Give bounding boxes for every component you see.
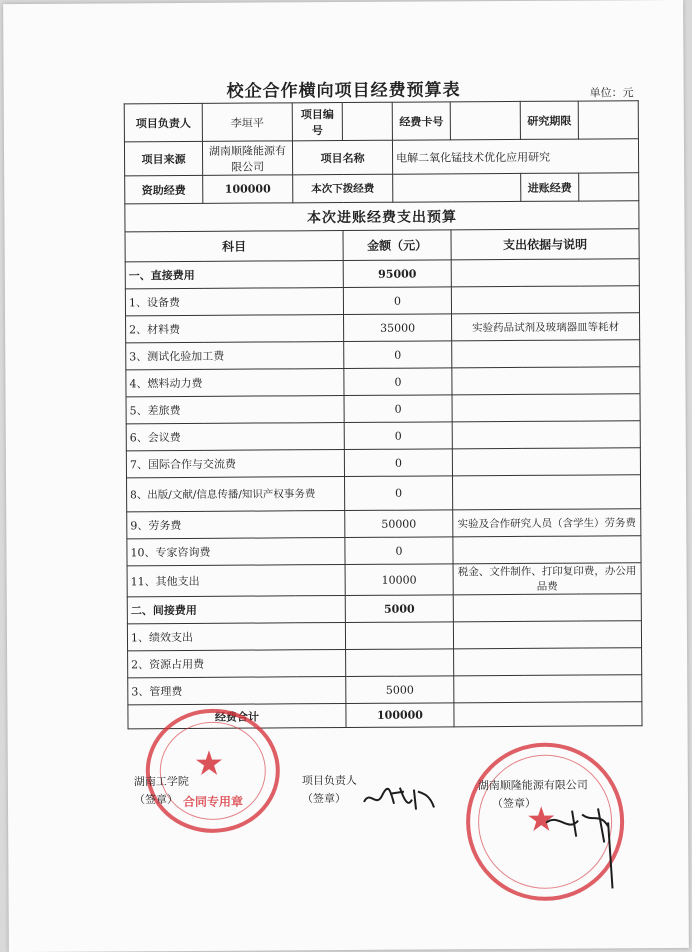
total-label: 经费合计 <box>128 704 346 729</box>
company-handwritten-signature <box>538 792 629 893</box>
school-sign: （签章） <box>133 793 179 807</box>
project-no-label: 项目编号 <box>292 103 342 141</box>
card-value <box>450 101 520 139</box>
leader-label: 项目负责人 <box>124 103 202 141</box>
budget-basis <box>452 421 640 449</box>
company-label: 湖南顺隆能源有限公司 <box>477 778 588 793</box>
budget-basis <box>452 394 640 422</box>
arrival-label: 进账经费 <box>521 173 579 201</box>
budget-row <box>127 621 641 651</box>
period-value <box>578 101 638 139</box>
section-title: 本次进账经费支出预算 <box>125 201 639 232</box>
budget-amount <box>346 649 454 677</box>
section-title-row <box>125 201 639 232</box>
school-signature-block <box>134 773 189 809</box>
budget-amount: 0 <box>343 287 451 315</box>
budget-basis <box>452 340 640 368</box>
fund-label: 资助经费 <box>125 175 203 203</box>
header-row-1 <box>124 101 638 142</box>
budget-amount: 0 <box>344 449 452 477</box>
budget-amount: 95000 <box>343 260 451 288</box>
fund-value: 100000 <box>203 175 293 204</box>
budget-basis <box>452 367 640 395</box>
budget-amount: 0 <box>345 537 453 565</box>
budget-amount: 50000 <box>345 510 453 538</box>
school-seal: ★ 合同专用章 <box>145 708 280 833</box>
leader-value: 李垣平 <box>202 103 292 142</box>
budget-subject: 11、其他支出 <box>127 565 345 597</box>
budget-row <box>126 367 640 397</box>
allocated-label: 本次下拨经费 <box>293 174 393 203</box>
budget-subject: 3、测试化验加工费 <box>126 342 344 370</box>
budget-row <box>128 675 642 705</box>
budget-row <box>127 475 641 512</box>
budget-row <box>126 394 640 424</box>
budget-subject: 1、绩效支出 <box>127 623 345 651</box>
budget-basis: 实验及合作研究人员（含学生）劳务费 <box>453 509 641 537</box>
allocated-value <box>393 173 521 202</box>
budget-subject: 2、材料费 <box>126 315 344 343</box>
budget-amount: 5000 <box>345 595 453 623</box>
col-subject: 科目 <box>125 231 343 262</box>
budget-basis <box>452 448 640 476</box>
period-label: 研究期限 <box>520 101 578 139</box>
arrival-value <box>579 173 639 201</box>
leader-sign-label: 项目负责人 <box>301 773 357 788</box>
budget-row <box>127 509 641 539</box>
source-value: 湖南顺隆能源有限公司 <box>202 141 292 176</box>
budget-row <box>126 313 640 343</box>
budget-row <box>127 594 641 624</box>
budget-basis <box>453 536 641 564</box>
budget-subject: 6、会议费 <box>126 423 344 451</box>
budget-basis <box>451 259 639 287</box>
budget-basis: 实验药品试剂及玻璃器皿等耗材 <box>452 313 640 341</box>
budget-amount: 10000 <box>345 564 453 596</box>
budget-row <box>126 448 640 478</box>
leader-handwritten-signature <box>360 781 440 815</box>
budget-row <box>127 536 641 566</box>
budget-form-table <box>124 100 643 729</box>
budget-row <box>128 648 642 678</box>
name-label: 项目名称 <box>292 140 392 175</box>
budget-basis: 税金、文件制作、打印复印费，办公用品费 <box>453 563 641 595</box>
budget-amount: 0 <box>344 395 452 423</box>
name-value: 电解二氧化锰技术优化应用研究 <box>392 139 638 175</box>
budget-subject: 1、设备费 <box>125 288 343 316</box>
budget-subject: 3、管理费 <box>128 677 346 705</box>
budget-subject: 8、出版/文献/信息传播/知识产权事务费 <box>127 477 345 512</box>
budget-basis <box>453 475 641 510</box>
budget-basis <box>454 675 642 703</box>
project-no-value <box>342 102 392 140</box>
budget-row <box>126 340 640 370</box>
column-header-row <box>125 229 639 262</box>
budget-row <box>125 259 639 289</box>
header-row-2 <box>124 139 638 176</box>
budget-subject: 2、资源占用费 <box>128 650 346 678</box>
budget-subject: 9、劳务费 <box>127 511 345 539</box>
budget-basis <box>453 621 641 649</box>
leader-signature-block <box>302 772 357 808</box>
unit-label: 单位：元 <box>589 86 634 100</box>
header-row-3 <box>125 173 639 204</box>
budget-amount: 5000 <box>346 676 454 704</box>
budget-basis <box>451 286 639 314</box>
company-sign: （签章） <box>491 796 537 811</box>
total-value: 100000 <box>346 703 454 728</box>
school-label: 湖南工学院 <box>133 774 189 789</box>
document-title: 校企合作横向项目经费预算表 <box>226 80 461 102</box>
budget-amount: 0 <box>344 341 452 369</box>
budget-amount: 35000 <box>344 314 452 342</box>
source-label: 项目来源 <box>124 141 202 175</box>
col-basis: 支出依据与说明 <box>451 229 639 260</box>
leader-sign: （签章） <box>301 792 347 806</box>
budget-subject: 10、专家咨询费 <box>127 538 345 566</box>
budget-subject: 一、直接费用 <box>125 261 343 289</box>
budget-amount: 0 <box>345 476 453 511</box>
document-sheet <box>3 0 689 952</box>
budget-row <box>127 563 641 597</box>
budget-row <box>125 286 639 316</box>
budget-row <box>126 421 640 451</box>
budget-basis <box>454 648 642 676</box>
total-basis <box>454 702 642 727</box>
budget-amount: 0 <box>344 422 452 450</box>
budget-subject: 7、国际合作与交流费 <box>126 450 344 478</box>
company-seal: ★ <box>466 742 625 901</box>
budget-subject: 4、燃料动力费 <box>126 369 344 397</box>
col-amount: 金额（元） <box>343 230 451 261</box>
budget-subject: 5、差旅费 <box>126 396 344 424</box>
card-label: 经费卡号 <box>392 102 450 140</box>
budget-amount: 0 <box>344 368 452 396</box>
budget-subject: 二、间接费用 <box>127 596 345 624</box>
budget-rows <box>125 259 642 705</box>
budget-basis <box>453 594 641 622</box>
budget-amount <box>345 622 453 650</box>
